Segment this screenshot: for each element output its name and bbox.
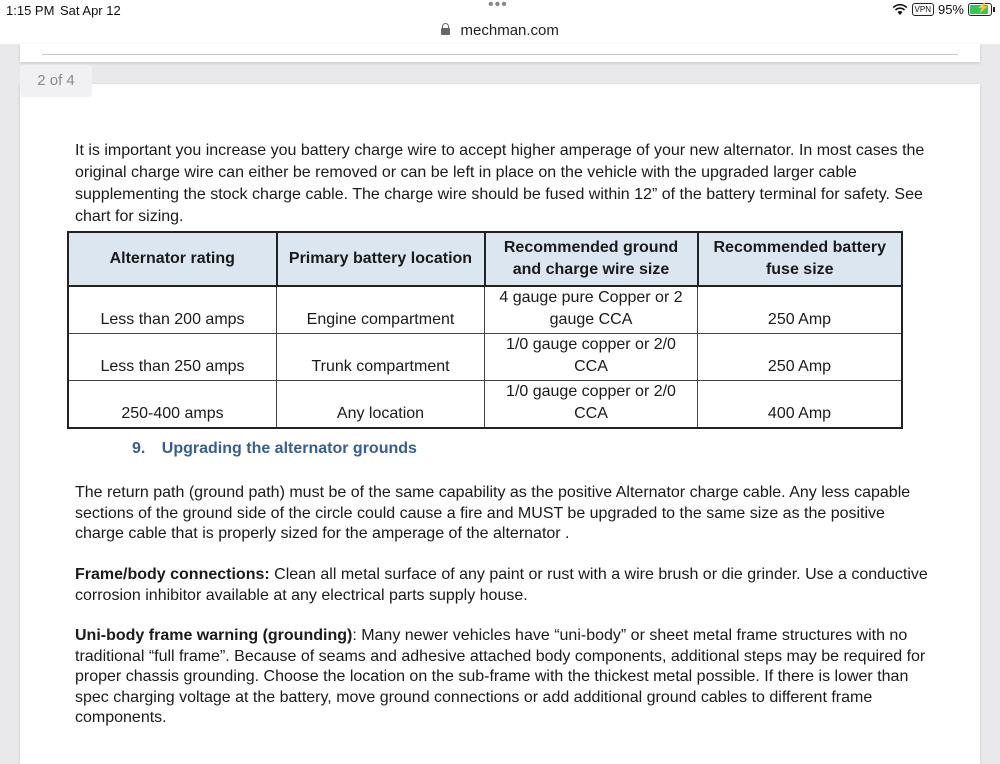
table-header: Recommended ground and charge wire size	[485, 232, 698, 286]
wifi-icon	[892, 4, 908, 16]
status-date: Sat Apr 12	[60, 3, 121, 18]
table-header: Primary battery location	[277, 232, 485, 286]
table-header: Recommended battery fuse size	[698, 232, 903, 286]
url-text[interactable]: mechman.com	[460, 22, 559, 39]
table-header-row	[68, 232, 902, 286]
section-heading	[132, 440, 417, 458]
section-number: 9.	[132, 440, 146, 457]
table-cell: Less than 250 amps	[68, 334, 277, 381]
status-right	[892, 2, 992, 17]
table-cell: 1/0 gauge copper or 2/0 CCA	[485, 334, 698, 381]
table-header: Alternator rating	[68, 232, 277, 286]
table-cell: Any location	[277, 381, 485, 429]
vpn-badge: VPN	[912, 3, 934, 16]
battery-icon: ⚡	[968, 3, 992, 16]
frame-body-label: Frame/body connections:	[75, 566, 270, 583]
document-page	[20, 84, 980, 764]
table-cell: 1/0 gauge copper or 2/0 CCA	[485, 381, 698, 429]
status-bar	[0, 0, 1000, 22]
intro-paragraph: It is important you increase you battery charge wire to accept higher amperage of your new alternator. In most cases the original charge wire can either be removed or can be left in place on the vehicle with the upgraded larger cable supplementing the stock charge cable. The charge wire should be fused within 12” of the battery terminal for safety. See chart for sizing.	[75, 142, 925, 225]
page-indicator: 2 of 4	[20, 65, 92, 97]
table-row	[68, 334, 902, 381]
wire-sizing-table	[67, 231, 903, 429]
unibody-text: : Many newer vehicles have “uni-body” or sheet metal frame structures with no traditional “full frame”. Because of seams and adhesive attached body components, additional steps may be required for proper chassis grounding. Choose the location on the sub-frame with the thickest metal possible. If there is lower than spec charging voltage at the battery, move ground connections or add additional ground cables to different frame components.	[75, 627, 926, 726]
multitasking-dots-icon[interactable]: •••	[488, 0, 508, 13]
address-bar[interactable]	[0, 22, 1000, 44]
table-row	[68, 286, 902, 334]
unibody-label: Uni-body frame warning (grounding)	[75, 627, 353, 644]
unibody-paragraph	[75, 626, 935, 729]
table-cell: 4 gauge pure Copper or 2 gauge CCA	[485, 286, 698, 334]
table-cell: 250 Amp	[698, 334, 903, 381]
frame-body-paragraph	[75, 565, 935, 606]
table-cell: 250 Amp	[698, 286, 903, 334]
table-row	[68, 381, 902, 429]
table-cell: Engine compartment	[277, 286, 485, 334]
table-cell: 250-400 amps	[68, 381, 277, 429]
table-cell: Less than 200 amps	[68, 286, 277, 334]
previous-page-edge	[20, 44, 980, 62]
frame-body-text: Clean all metal surface of any paint or rust with a wire brush or die grinder. Use a conductive corrosion inhibitor available at any electrical parts supply house.	[75, 566, 928, 604]
lock-icon	[441, 28, 450, 35]
ground-paragraph: The return path (ground path) must be of the same capability as the positive Alternator charge cable. Any less capable sections of the ground side of the circle could cause a fire and MUST be upgraded to the same size as the positive charge cable that is properly sized for the amperage of the alternator .	[75, 484, 911, 542]
section-title: Upgrading the alternator grounds	[161, 440, 417, 457]
table-cell: Trunk compartment	[277, 334, 485, 381]
battery-percent: 95%	[937, 2, 964, 17]
status-time: 1:15 PM	[6, 3, 55, 18]
table-cell: 400 Amp	[698, 381, 903, 429]
